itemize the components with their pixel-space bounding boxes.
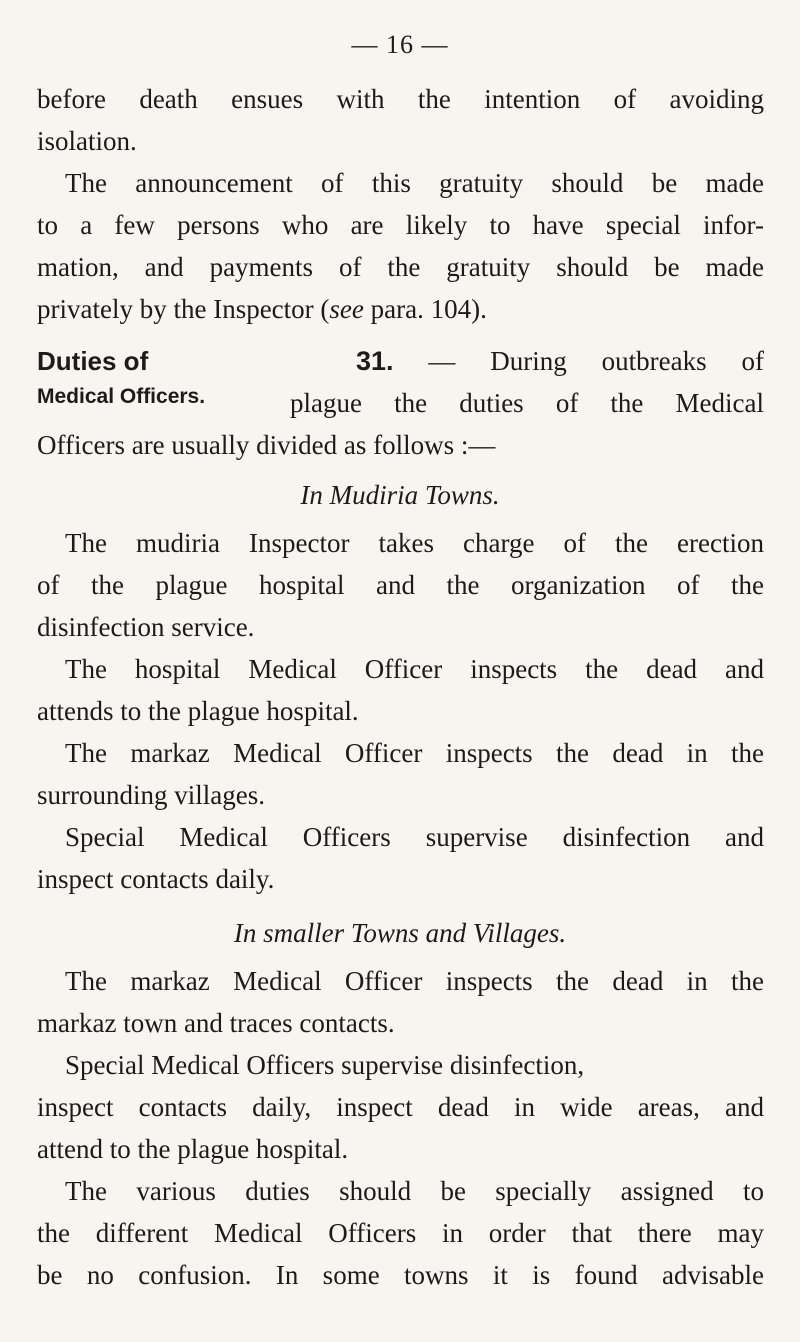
text-line: before death ensues with the intention of avoiding — [37, 84, 764, 114]
section-line: plague the duties of the Medical — [290, 388, 764, 418]
text-line: The various duties should be specially assigned to — [65, 1176, 764, 1206]
margin-heading: Duties of — [37, 346, 149, 376]
text-line: disinfection service. — [37, 612, 255, 642]
text-line: inspect contacts daily, inspect dead in wide areas, and — [37, 1092, 764, 1122]
text-line: privately by the Inspector (see para. 104). — [37, 294, 487, 324]
text-line: attend to the plague hospital. — [37, 1134, 349, 1164]
text-line: the different Medical Officers in order that there may — [37, 1218, 764, 1248]
subheading: In Mudiria Towns. — [300, 480, 500, 510]
section-line: 31. — During outbreaks of — [356, 346, 764, 376]
page-number: — 16 — — [351, 30, 449, 59]
section-line: Officers are usually divided as follows :— — [37, 430, 496, 460]
text-line: attends to the plague hospital. — [37, 696, 359, 726]
margin-heading: Medical Officers. — [37, 385, 206, 408]
text-line: to a few persons who are likely to have special infor- — [37, 210, 764, 240]
subheading: In smaller Towns and Villages. — [233, 918, 567, 948]
text-line: The hospital Medical Officer inspects the dead and — [65, 654, 764, 684]
text-line: of the plague hospital and the organization of the — [37, 570, 764, 600]
text-line: be no confusion. In some towns it is found advisable — [37, 1260, 764, 1290]
section-number: 31. — [356, 346, 394, 376]
text-line: surrounding villages. — [37, 780, 265, 810]
text-line: Special Medical Officers supervise disinfection, — [65, 1050, 585, 1080]
text-line: inspect contacts daily. — [37, 864, 275, 894]
text-line: The markaz Medical Officer inspects the dead in the — [65, 738, 764, 768]
text-line: The announcement of this gratuity should be made — [65, 168, 764, 198]
text-line: markaz town and traces contacts. — [37, 1008, 395, 1038]
text-line: The mudiria Inspector takes charge of the erection — [65, 528, 764, 558]
text-line: mation, and payments of the gratuity should be made — [37, 252, 764, 282]
text-line: The markaz Medical Officer inspects the dead in the — [65, 966, 764, 996]
text-line: isolation. — [37, 126, 137, 156]
text-line: Special Medical Officers supervise disinfection and — [65, 822, 764, 852]
